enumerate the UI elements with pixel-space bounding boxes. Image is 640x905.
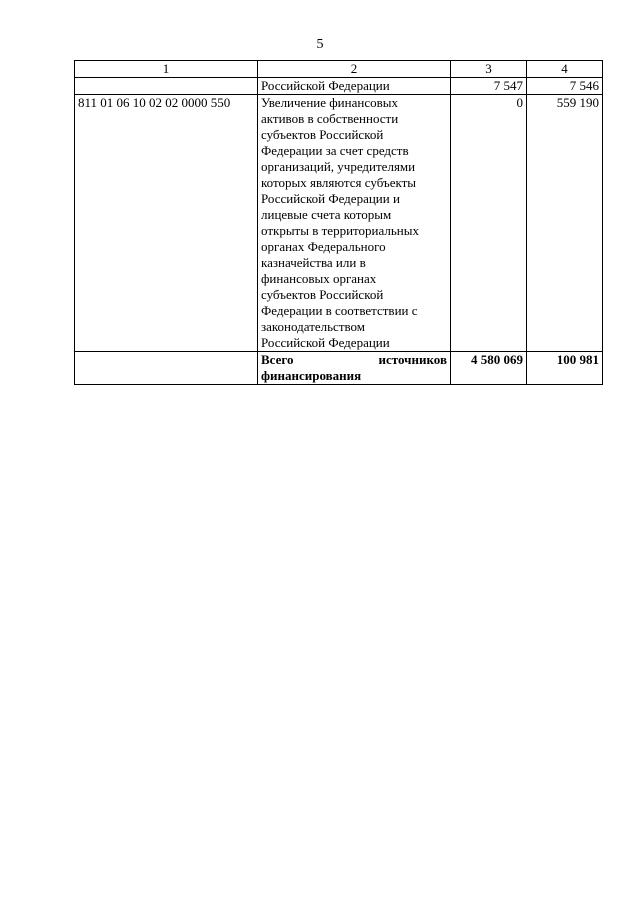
column-header-1: 1 [75, 61, 258, 78]
table-header-row [75, 61, 603, 78]
description-cell: Российской Федерации [258, 78, 451, 95]
total-row [75, 352, 603, 385]
amount-col4-cell: 559 190 [527, 95, 603, 352]
budget-code-cell: 811 01 06 10 02 02 0000 550 [75, 95, 258, 352]
total-label-word2: источников [378, 352, 447, 367]
amount-col4-cell: 7 546 [527, 78, 603, 95]
total-col4-cell: 100 981 [527, 352, 603, 385]
total-label-line2: финансирования [261, 368, 362, 383]
total-label-cell [258, 352, 451, 385]
description-cell [258, 95, 451, 352]
total-label-word1: Всего [261, 352, 294, 367]
table-row [75, 78, 603, 95]
column-header-3: 3 [451, 61, 527, 78]
column-header-4: 4 [527, 61, 603, 78]
amount-col3-cell: 7 547 [451, 78, 527, 95]
table-row [75, 95, 603, 352]
page-number: 5 [316, 37, 324, 52]
budget-code-cell [75, 352, 258, 385]
column-header-2: 2 [258, 61, 451, 78]
sources-of-financing-table [74, 60, 603, 385]
amount-col3-cell: 0 [451, 95, 527, 352]
total-col3-cell: 4 580 069 [451, 352, 527, 385]
total-label-line1 [261, 352, 447, 368]
budget-code-cell [75, 78, 258, 95]
description-text: Увеличение финансовых активов в собственности субъектов Российской Федерации за счет средств организаций, учредителями которых являются субъекты Российской Федерации и лицевые счета которым открыты в территориальных органах Федерального казначейства или в финансовых органах субъектов Российской Федерации в соответствии с законодательством Российской Федерации [261, 95, 419, 350]
